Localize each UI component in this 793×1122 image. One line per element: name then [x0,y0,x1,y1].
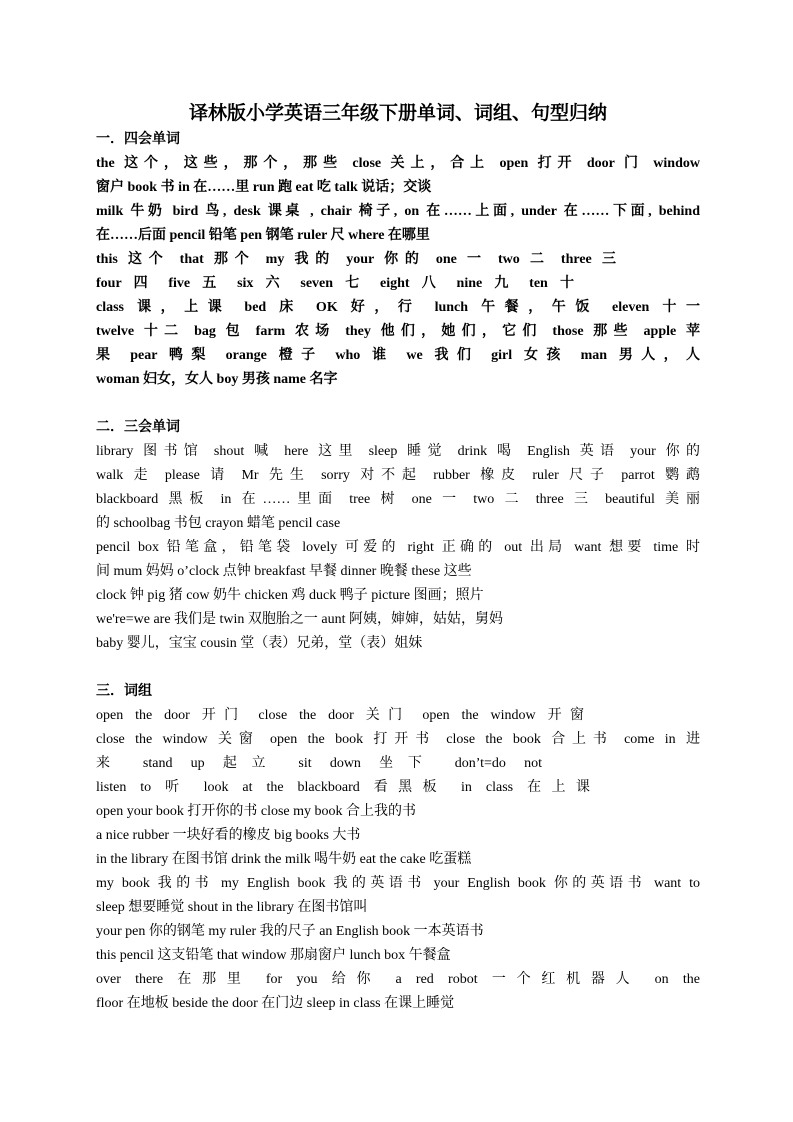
word-line: 果 pear 鸭梨 orange 橙子 who 谁 we 我们 girl 女孩 man 男人，人 [96,348,700,363]
page-title: 译林版小学英语三年级下册单词、词组、句型归纳 [188,103,607,124]
word-line: blackboard 黑板 in 在……里面 tree 树 one 一 two 二 three 三 beautiful 美丽 [96,492,700,507]
word-line: 的 schoolbag 书包 crayon 蜡笔 pencil case [96,516,341,531]
word-line: this 这个 that 那个 my 我的 your 你的 one 一 two 二 three 三 [96,252,616,267]
phrase-line: this pencil 这支铅笔 that window 那扇窗户 lunch box 午餐盒 [96,948,451,963]
section-heading-phrases: 三．词组 [96,684,152,699]
word-line: four 四 five 五 six 六 seven 七 eight 八 nine 九 ten 十 [96,276,574,291]
phrase-line: open your book 打开你的书 close my book 合上我的书 [96,804,417,819]
word-line: class 课，上课 bed 床 OK 好，行 lunch 午餐，午饭 eleven 十一 [96,300,700,315]
word-line: woman 妇女，女人 boy 男孩 name 名字 [96,372,338,387]
word-line: 间 mum 妈妈 o’clock 点钟 breakfast 早餐 dinner 晚餐 these 这些 [96,564,472,579]
phrase-line: listen to 听 look at the blackboard 看黑板 in class 在上课 [96,780,590,795]
word-line: walk 走 please 请 Mr 先生 sorry 对不起 rubber 橡皮 ruler 尺子 parrot 鹦鹉 [96,468,700,483]
word-line: 窗户 book 书 in 在……里 run 跑 eat 吃 talk 说话；交谈 [96,180,432,195]
word-line: clock 钟 pig 猪 cow 奶牛 chicken 鸡 duck 鸭子 picture 图画；照片 [96,588,484,603]
phrase-line: my book 我的书 my English book 我的英语书 your English book 你的英语书 want to [96,876,700,891]
word-line: library 图书馆 shout 喊 here 这里 sleep 睡觉 drink 喝 English 英语 your 你的 [96,444,700,459]
section-heading-three-skill-words: 二．三会单词 [96,420,180,435]
word-line: we're=we are 我们是 twin 双胞胎之一 aunt 阿姨，婶婶，姑姑，舅妈 [96,612,504,627]
phrase-line: close the window 关窗 open the book 打开书 close the book 合上书 come in 进 [96,732,700,747]
word-line: twelve 十二 bag 包 farm 农场 they 他们，她们，它们 those 那些 apple 苹 [96,324,700,339]
word-line: pencil box 铅笔盒，铅笔袋 lovely 可爱的 right 正确的 out 出局 want 想要 time 时 [96,540,700,555]
phrase-line: sleep 想要睡觉 shout in the library 在图书馆叫 [96,900,368,915]
word-line: the 这个，这些，那个，那些 close 关上，合上 open 打开 door 门 window [96,156,700,171]
phrase-line: open the door 开门 close the door 关门 open the window 开窗 [96,708,584,723]
phrase-line: over there 在那里 for you 给你 a red robot 一个红机器人 on the [96,972,700,987]
word-line: milk 牛奶 bird 鸟, desk 课桌 , chair 椅子, on 在……上面, under 在……下面, behind [96,204,700,219]
phrase-line: 来 stand up 起立 sit down 坐下 don’t=do not [96,756,542,771]
phrase-line: a nice rubber 一块好看的橡皮 big books 大书 [96,828,361,843]
word-line: 在……后面 pencil 铅笔 pen 钢笔 ruler 尺 where 在哪里 [96,228,430,243]
phrase-line: floor 在地板 beside the door 在门边 sleep in class 在课上睡觉 [96,996,455,1011]
word-line: baby 婴儿，宝宝 cousin 堂（表）兄弟，堂（表）姐妹 [96,636,423,651]
phrase-line: in the library 在图书馆 drink the milk 喝牛奶 eat the cake 吃蛋糕 [96,852,472,867]
phrase-line: your pen 你的钢笔 my ruler 我的尺子 an English book 一本英语书 [96,924,484,939]
section-heading-four-skill-words: 一．四会单词 [96,132,180,147]
